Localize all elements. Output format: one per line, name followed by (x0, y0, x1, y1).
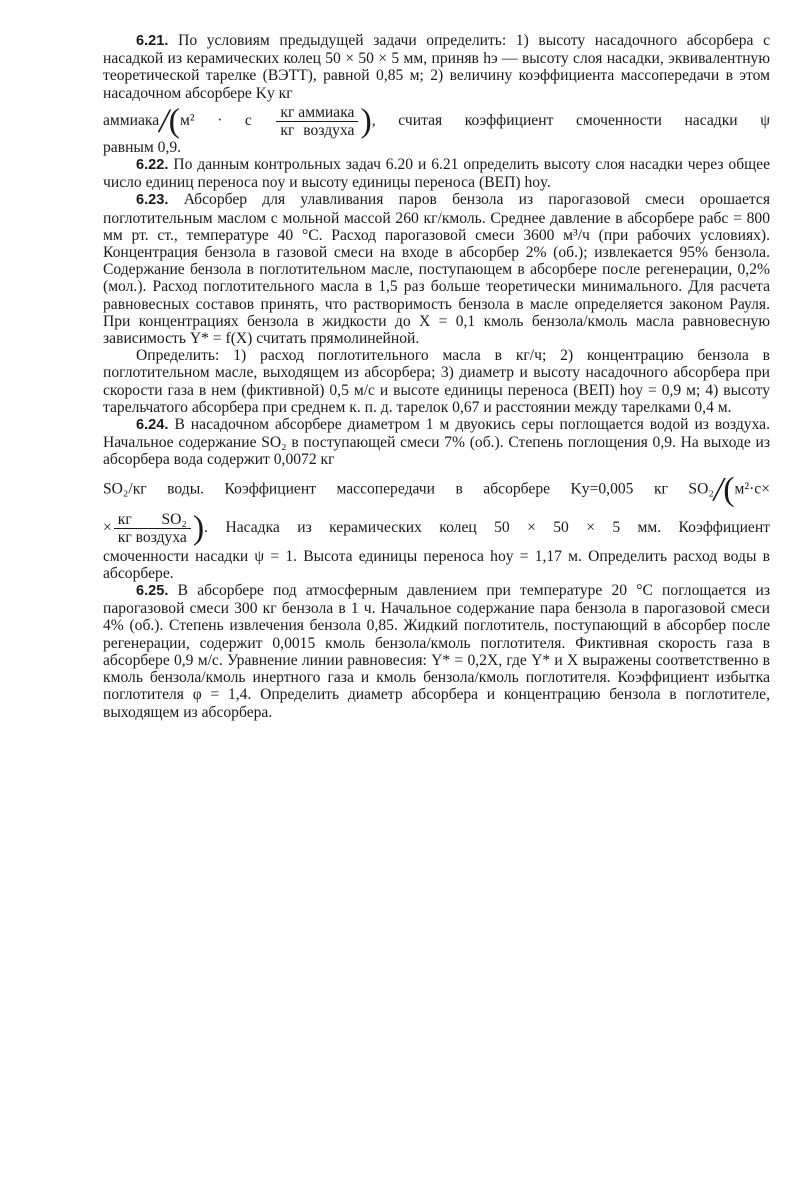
close-paren: ) (360, 102, 372, 140)
fraction-denominator: кг воздуха (117, 528, 187, 546)
problem-text: Абсорбер для улавливания паров бензола из парогазовой смеси орошается поглотительным маслом с мольной массой 260 кг/кмоль. Среднее давление в абсорбере pабс = 800 мм рт. ст., температуре 40 °С. Расход парогазовой смеси 3600 м³/ч (при рабочих условиях). Концентрация бензола в газовой смеси на входе в абсорбер 2% (об.); извлекается 95% бензола. Содержание бензола в поглотительном масле, поступающем в абсорбере после регенерации, 0,2% (мол.). Расход поглотительного масла в 1,5 раз больше теоретически минимального. Для расчета равновесных составов принять, что растворимость бензола в масле определяется законом Рауля. При концентрациях бензола в жидкости до X = 0,1 кмоль бензола/кмоль масла равновесную зависимость Y* = f(X) считать прямолинейной. (103, 191, 770, 348)
formula-unit: м² · с (179, 111, 252, 129)
document-page (103, 32, 770, 721)
problem-number: 6.24. (136, 417, 169, 434)
problem-6-24 (103, 416, 770, 469)
open-paren: ( (168, 102, 180, 140)
formula-unit: м²·с× (734, 480, 770, 498)
fraction-slash: / (159, 102, 169, 140)
problem-6-24-end: смоченности насадки ψ = 1. Высота единицы переноса hoy = 1,17 м. Определить расход воды в абсорбере. (103, 547, 770, 582)
formula-prefix: аммиака (103, 111, 160, 129)
formula-text: SO₂/кг воды. Коэффициент массопередачи в абсорбере Ky=0,005 кг SO₂ (103, 480, 714, 498)
fraction-numerator: кг SO₂ (114, 511, 191, 529)
formula-rest: . Насадка из керамических колец 50 × 50 × 5 мм. Коэффициент (204, 518, 770, 536)
problem-6-21 (103, 32, 770, 102)
problem-number: 6.21. (136, 33, 169, 49)
fraction-numerator: кг аммиака (276, 104, 358, 122)
fraction-slash: / (713, 470, 724, 508)
formula-suffix: , считая коэффициент смоченности насадки ψ (371, 111, 770, 129)
fraction-denominator: кг воздуха (280, 121, 355, 139)
problem-6-24-formula-line-2 (103, 511, 770, 546)
formula-fraction (276, 104, 358, 139)
problem-6-21-formula-line (103, 104, 770, 139)
problem-6-23 (103, 191, 770, 347)
formula-fraction (114, 511, 191, 546)
problem-number: 6.23. (136, 192, 169, 209)
problem-6-24-formula-line-1 (103, 470, 770, 508)
problem-text: По данным контрольных задач 6.20 и 6.21 определить высоту слоя насадки через общее число единиц переноса noy и высоту единицы переноса (ВЕП) hoy. (103, 156, 771, 192)
problem-6-25 (103, 582, 770, 721)
open-paren: ( (723, 470, 735, 508)
problem-text: В насадочном абсорбере диаметром 1 м двуокись серы поглощается водой из воздуха. Начальное содержание SO₂ в поступающей смеси 7% (об.). Степень поглощения 0,9. На выходе из абсорбера вода содержит 0,0072 кг (103, 416, 770, 469)
problem-6-22 (103, 156, 770, 191)
times-sign: × (103, 518, 112, 536)
problem-number: 6.22. (136, 157, 169, 174)
close-paren: ) (192, 509, 205, 547)
problem-number: 6.25. (136, 583, 169, 600)
problem-6-23-questions: Определить: 1) расход поглотительного масла в кг/ч; 2) концентрацию бензола в поглотительном масле, выходящем из абсорбера; 3) диаметр и высоту насадочного абсорбера при скорости газа в нем (фиктивной) 0,5 м/с и высоте единицы переноса (ВЕП) hoy = 0,9 м; 4) высоту тарельчатого абсорбера при среднем к. п. д. тарелок 0,67 и расстоянии между тарелками 0,4 м. (103, 347, 770, 416)
problem-text: По условиям предыдущей задачи определить: 1) высоту насадочного абсорбера с насадкой из керамических колец 50 × 50 × 5 мм, приняв hэ — высоту слоя насадки, эквивалентную теоретической тарелке (ВЭТТ), равной 0,85 м; 2) величину коэффициента массопередачи в этом насадочном абсорбере Ky кг (103, 32, 770, 102)
problem-text: В абсорбере под атмосферным давлением при температуре 20 °С поглощается из парогазовой смеси 300 кг бензола в 1 ч. Начальное содержание пара бензола в парогазовой смеси 4% (об.). Степень извлечения бензола 0,85. Жидкий поглотитель, поступающий в абсорбер после регенерации, содержит 0,0015 кмоль бензола/кмоль поглотителя. Фиктивная скорость газа в абсорбере 0,9 м/с. Уравнение линии равновесия: Y* = 0,2X, где Y* и X выражены соответственно в кмоль бензола/кмоль инертного газа и кмоль бензола/кмоль поглотителя. Коэффициент избытка поглотителя φ = 1,4. Определить диаметр абсорбера и концентрацию бензола в поглотителе, выходящем из абсорбера. (103, 582, 770, 721)
problem-6-21-end: равным 0,9. (103, 138, 182, 156)
